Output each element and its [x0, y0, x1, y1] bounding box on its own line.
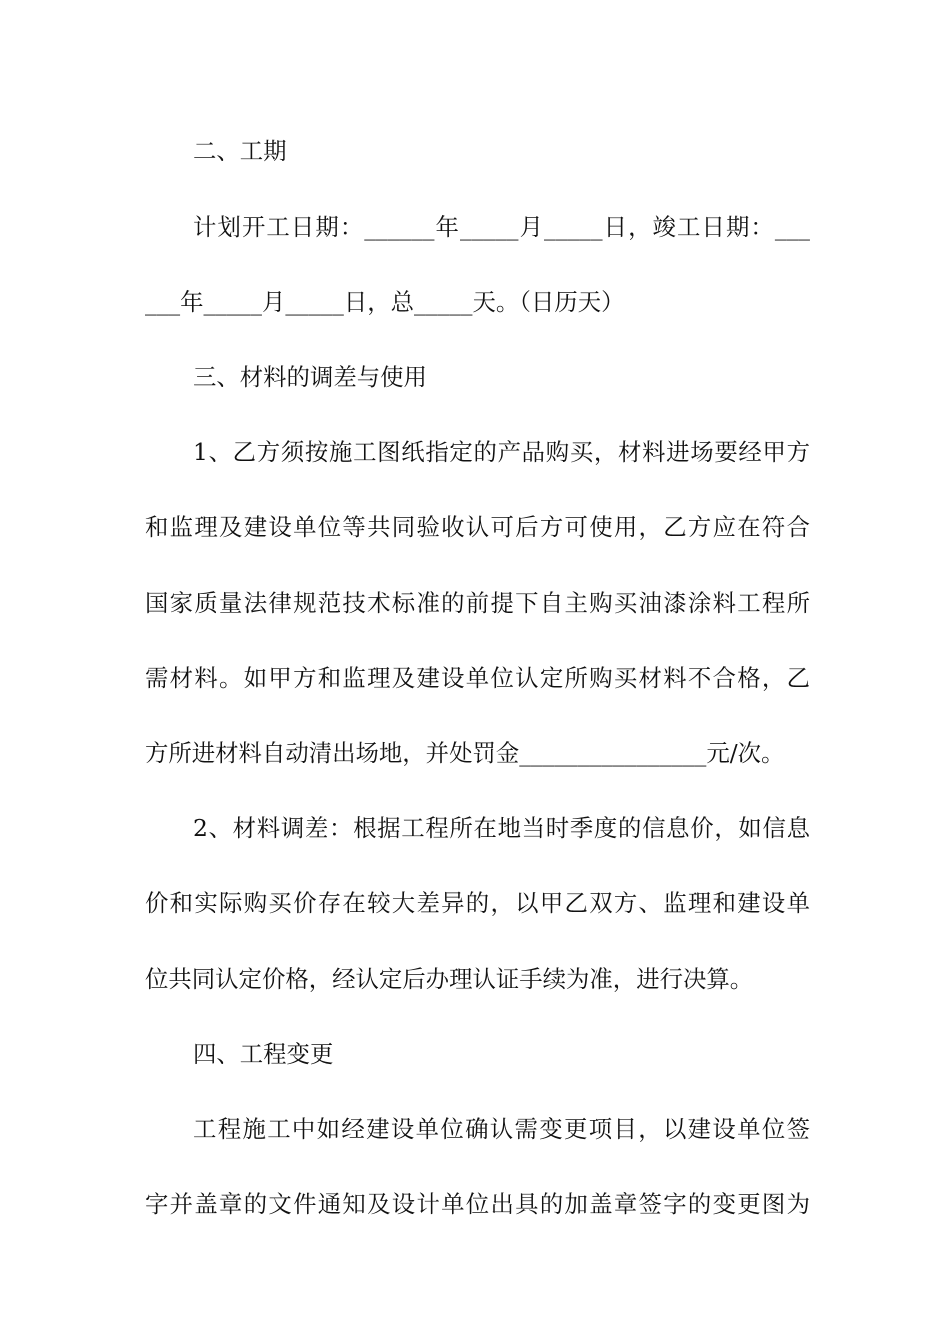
- paragraph-line: 1、乙方须按施工图纸指定的产品购买，材料进场要经甲方: [193, 438, 810, 466]
- paragraph-line: 工程施工中如经建设单位确认需变更项目，以建设单位签: [193, 1115, 810, 1143]
- paragraph-line: 位共同认定价格，经认定后办理认证手续为准，进行决算。: [145, 965, 754, 993]
- paragraph-line: 方所进材料自动清出场地，并处罚金________________元/次。: [145, 739, 785, 767]
- paragraph-line: 国家质量法律规范技术标准的前提下自主购买油漆涂料工程所: [145, 589, 810, 617]
- paragraph-line: 字并盖章的文件通知及设计单位出具的加盖章签字的变更图为: [145, 1190, 810, 1218]
- paragraph-line: 2、材料调差：根据工程所在地当时季度的信息价，如信息: [193, 814, 810, 842]
- paragraph-line: 和监理及建设单位等共同验收认可后方可使用，乙方应在符合: [145, 513, 810, 541]
- paragraph-line: 计划开工日期：______年_____月_____日，竣工日期：___: [193, 213, 810, 241]
- paragraph-line: 需材料。如甲方和监理及建设单位认定所购买材料不合格，乙: [145, 664, 810, 692]
- section-heading-changes: 四、工程变更: [193, 1040, 334, 1068]
- section-heading-schedule: 二、工期: [193, 137, 287, 165]
- paragraph-line: ___年_____月_____日，总_____天。（日历天）: [145, 288, 625, 316]
- section-heading-materials: 三、材料的调差与使用: [193, 363, 427, 391]
- paragraph-line: 价和实际购买价存在较大差异的，以甲乙双方、监理和建设单: [145, 889, 810, 917]
